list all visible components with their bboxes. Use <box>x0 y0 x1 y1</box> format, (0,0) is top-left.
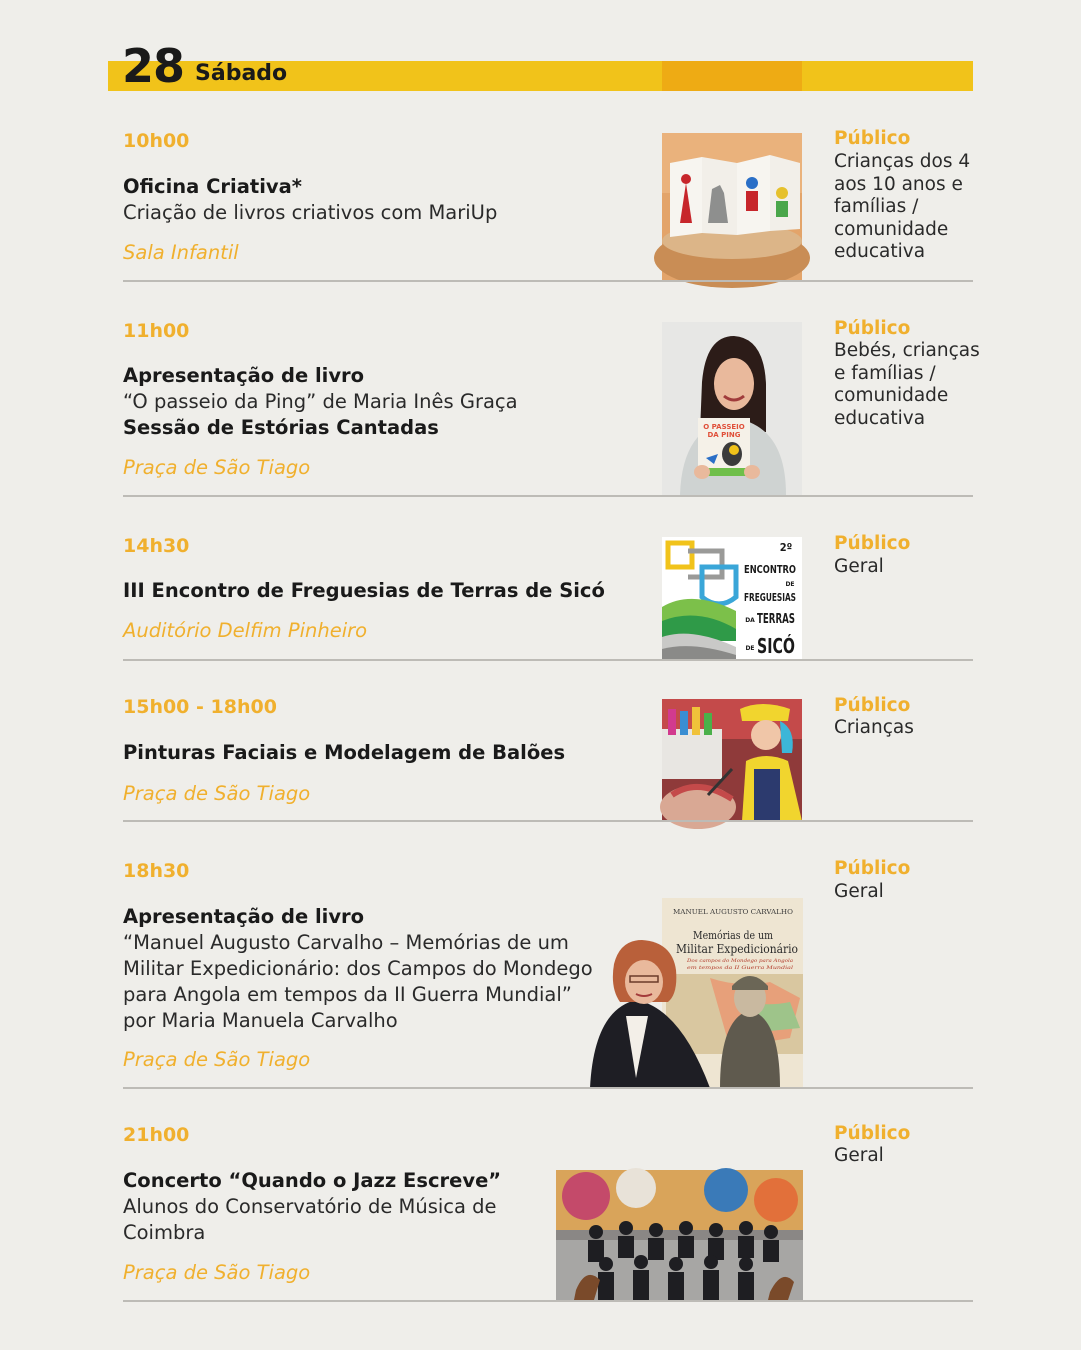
event-place: Praça de São Tiago <box>123 456 311 479</box>
book-subtitle-1: Dos campos do Mondego para Angola <box>685 958 794 964</box>
event-photo-popup-books <box>662 133 802 280</box>
event-photo-jazz-group <box>556 1170 803 1300</box>
book-cover-title-1: O PASSEIO <box>703 423 745 431</box>
divider <box>123 1087 973 1089</box>
poster-da: DA <box>745 617 755 624</box>
day-number: 28 <box>122 39 185 93</box>
audience-label: Público <box>834 1123 911 1144</box>
book-cover-title-2: DA PING <box>707 431 741 439</box>
divider <box>123 820 973 822</box>
poster-de-2: DE <box>745 645 755 652</box>
poster-de-1: DE <box>785 581 795 588</box>
book-title-2: Militar Expedicionário <box>676 942 798 956</box>
event-description: “Manuel Augusto Carvalho – Memórias de um Militar Expedicionário: dos Campos do Mondego para Angola em tempos da II Guerra Mundial” por Maria Manuela Carvalho <box>123 931 593 1032</box>
event-description: Criação de livros criativos com MariUp <box>123 201 498 224</box>
book-title-1: Memórias de um <box>693 929 774 942</box>
divider <box>123 1300 973 1302</box>
divider <box>123 280 973 282</box>
event-title: Concerto “Quando o Jazz Escreve” <box>123 1169 502 1192</box>
audience-text: Geral <box>834 881 884 902</box>
poster-line-1: ENCONTRO <box>744 563 796 576</box>
event-description: “O passeio da Ping” de Maria Inês Graça <box>123 390 518 413</box>
event-subtitle: Sessão de Estórias Cantadas <box>123 416 439 439</box>
audience-text: Geral <box>834 556 884 577</box>
event-photo-book-memorias <box>590 898 803 1088</box>
event-time: 14h30 <box>123 535 190 557</box>
event-title: Pinturas Faciais e Modelagem de Balões <box>123 741 566 764</box>
divider <box>123 495 973 497</box>
audience-label: Público <box>834 858 911 879</box>
book-author: MANUEL AUGUSTO CARVALHO <box>673 909 794 916</box>
audience-label: Público <box>834 318 911 339</box>
divider <box>123 659 973 661</box>
event-time: 11h00 <box>123 320 190 342</box>
event-place: Praça de São Tiago <box>123 1048 311 1071</box>
event-time: 15h00 - 18h00 <box>123 696 277 718</box>
event-time: 18h30 <box>123 860 190 882</box>
day-header-bar-accent <box>662 61 802 91</box>
event-place: Sala Infantil <box>123 241 239 264</box>
event-title: Apresentação de livro <box>123 905 365 928</box>
event-title: Oficina Criativa* <box>123 175 302 198</box>
event-photo-face-painting <box>662 699 802 821</box>
book-subtitle-2: em tempos da II Guerra Mundial <box>687 965 794 971</box>
day-name: Sábado <box>195 61 288 86</box>
day-header <box>0 0 1081 100</box>
poster-line-top: 2º <box>779 541 793 554</box>
event-place: Praça de São Tiago <box>123 782 311 805</box>
event-title: Apresentação de livro <box>123 364 365 387</box>
poster-line-4: SICÓ <box>757 634 795 658</box>
event-place: Praça de São Tiago <box>123 1261 311 1284</box>
event-title: III Encontro de Freguesias de Terras de Sicó <box>123 579 605 602</box>
event-place: Auditório Delfim Pinheiro <box>123 619 368 642</box>
event-time: 10h00 <box>123 130 190 152</box>
audience-text: Geral <box>834 1145 884 1166</box>
event-time: 21h00 <box>123 1124 190 1146</box>
audience-text: Bebés, crianças e famílias / comunidade educativa <box>834 340 980 429</box>
poster-line-3: TERRAS <box>757 612 795 627</box>
audience-label: Público <box>834 128 911 149</box>
audience-text: Crianças <box>834 717 914 738</box>
event-description: Alunos do Conservatório de Música de Coimbra <box>123 1195 497 1244</box>
audience-text: Crianças dos 4 aos 10 anos e famílias / comunidade educativa <box>834 151 971 262</box>
poster-line-2: FREGUESIAS <box>744 591 797 604</box>
audience-label: Público <box>834 533 911 554</box>
audience-label: Público <box>834 695 911 716</box>
event-poster-encontro <box>662 537 802 660</box>
event-photo-author <box>662 322 802 495</box>
